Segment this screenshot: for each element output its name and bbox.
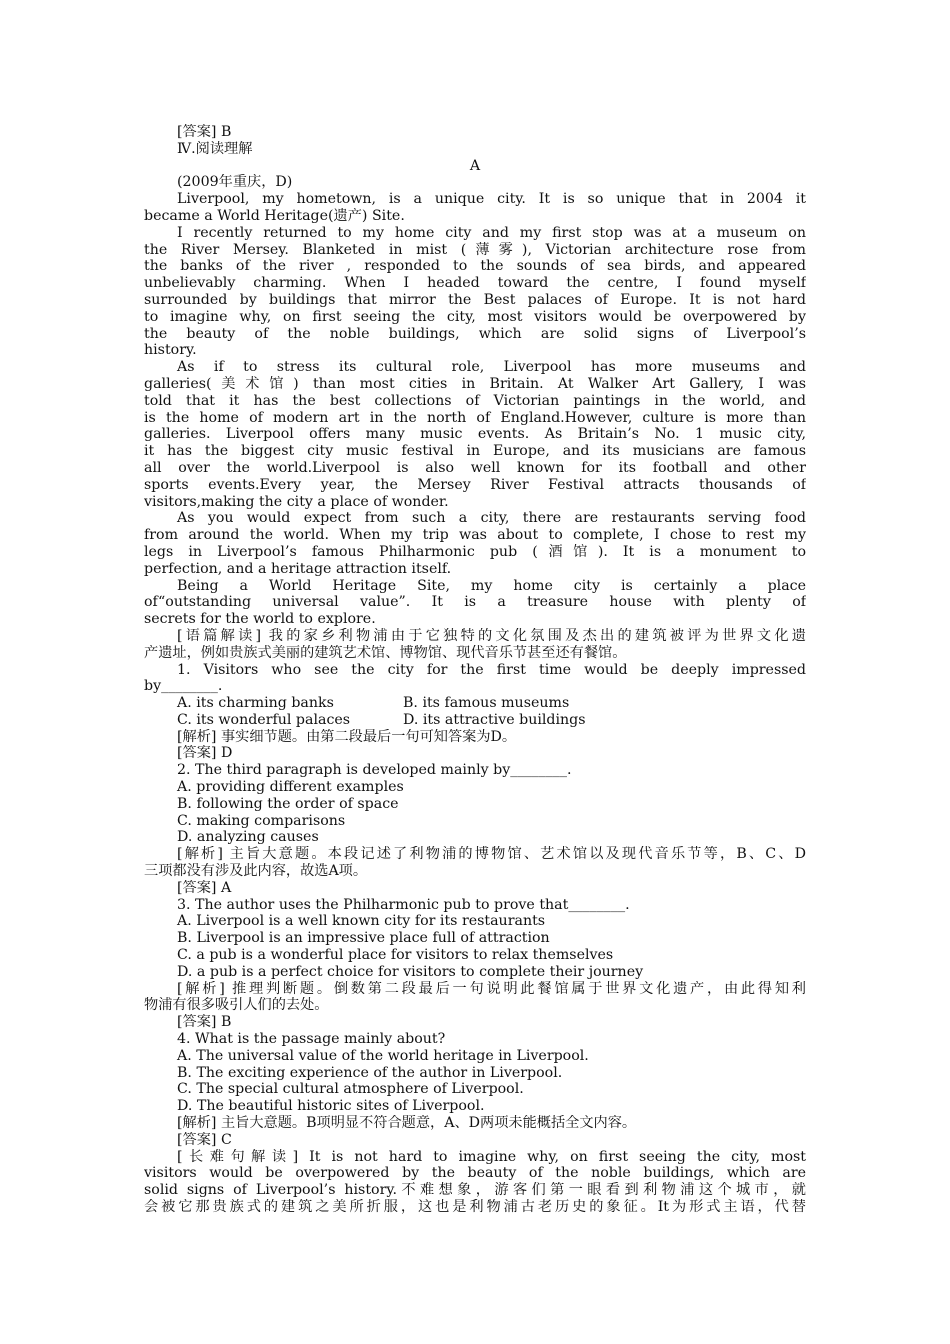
text-line: from around the world. When my trip was about to complete, I chose to rest my: [144, 527, 806, 544]
text-line: unbelievably charming. When I headed toward the centre, I found myself: [144, 275, 806, 292]
text-line: became a World Heritage(遗产) Site.: [144, 207, 405, 224]
text-line: 产遗址，例如贵族式美丽的建筑艺术馆、博物馆、现代音乐节甚至还有餐馆。: [144, 644, 627, 661]
text-line: C. a pub is a wonderful place for visitors to relax themselves: [177, 947, 614, 964]
text-line: galleries(美术馆) than most cities in Britain. At Walker Art Gallery, I was: [144, 375, 806, 392]
text-line: solid signs of Liverpool’s history.不难想象，游客们第一眼看到利物浦这个城市，就: [144, 1182, 806, 1199]
text-line: legs in Liverpool’s famous Philharmonic pub (酒馆). It is a monument to: [144, 543, 806, 560]
text-line: the beauty of the noble buildings, which are solid signs of Liverpool’s: [144, 325, 806, 342]
text-line: A. The universal value of the world heritage in Liverpool.: [177, 1047, 589, 1064]
text-line: C. The special cultural atmosphere of Liverpool.: [177, 1081, 524, 1098]
text-line: sports events.Every year, the Mersey River Festival attracts thousands of: [144, 476, 806, 493]
text-line: 1. Visitors who see the city for the first time would be deeply impressed: [177, 661, 806, 678]
text-line: told that it has the best collections of Victorian paintings in the world, and: [144, 392, 806, 409]
text-line: [答案] B: [177, 1014, 232, 1031]
text-line: 三项都没有涉及此内容，故选A项。: [144, 863, 368, 880]
text-line: [解析] 主旨大意题。本段记述了利物浦的博物馆、艺术馆以及现代音乐节等，B、C、D: [177, 846, 806, 863]
text-line: [解析] 主旨大意题。B项明显不符合题意，A、D两项未能概括全文内容。: [177, 1115, 637, 1132]
text-line: B. The exciting experience of the author in Liverpool.: [177, 1064, 563, 1081]
text-line: all over the world.Liverpool is also well known for its football and other: [144, 459, 806, 476]
text-line: the River Mersey. Blanketed in mist (薄雾), Victorian architecture rose from: [144, 241, 806, 258]
text-line: the banks of the river , responded to the sounds of sea birds, and appeared: [144, 258, 806, 275]
text-line: history.: [144, 342, 197, 359]
text-line: is the home of modern art in the north of England.However, culture is more than: [144, 409, 806, 426]
answer-option: D. its attractive buildings: [403, 711, 586, 728]
text-line: 会被它那贵族式的建筑之美所折服，这也是利物浦古老历史的象征。It为形式主语，代替: [144, 1199, 806, 1215]
text-line: 4. What is the passage mainly about?: [177, 1031, 446, 1048]
text-line: galleries. Liverpool offers many music events. As Britain’s No. 1 music city,: [144, 426, 806, 443]
text-line: Liverpool, my hometown, is a unique city. It is so unique that in 2004 it: [177, 191, 806, 208]
text-line: [长难句解读] It is not hard to imagine why, on first seeing the city, most: [177, 1148, 806, 1165]
text-line: Being a World Heritage Site, my home city is certainly a place: [177, 577, 806, 594]
text-line: D. a pub is a perfect choice for visitors to complete their journey: [177, 963, 644, 980]
answer-option: A. its charming banks: [177, 695, 334, 712]
text-line: (2009年重庆，D): [177, 174, 293, 191]
text-line: perfection, and a heritage attraction itself.: [144, 560, 452, 577]
text-line: by________.: [144, 678, 223, 695]
text-line: A. providing different examples: [177, 779, 404, 796]
text-line: [答案] A: [177, 879, 232, 896]
document-page: [144, 124, 806, 1216]
text-line: of“outstanding universal value”. It is a treasure house with plenty of: [144, 594, 806, 611]
text-line: [解析] 推理判断题。倒数第二段最后一句说明此餐馆属于世界文化遗产，由此得知利: [177, 980, 806, 997]
option-row: [144, 695, 806, 712]
text-line: B. following the order of space: [177, 795, 399, 812]
text-line: Ⅳ.阅读理解: [177, 140, 253, 157]
text-line: surrounded by buildings that mirror the Best palaces of Europe. It is not hard: [144, 291, 806, 308]
text-line: secrets for the world to explore.: [144, 611, 376, 628]
text-line: A. Liverpool is a well known city for its restaurants: [177, 913, 546, 930]
text-line: I recently returned to my home city and my first stop was at a museum on: [177, 224, 806, 241]
text-line: visitors,making the city a place of wonder.: [144, 493, 449, 510]
text-line: it has the biggest city music festival in Europe, and its musicians are famous: [144, 443, 806, 460]
text-line: 物浦有很多吸引人们的去处。: [144, 997, 329, 1014]
text-line: 2. The third paragraph is developed mainly by________.: [177, 762, 572, 779]
text-line: As if to stress its cultural role, Liverpool has more museums and: [177, 359, 806, 376]
text-line: visitors would be overpowered by the beauty of the noble buildings, which are: [144, 1165, 806, 1182]
option-row: [144, 712, 806, 729]
text-line: to imagine why, on first seeing the city, most visitors would be overpowered by: [144, 308, 806, 325]
text-line: [答案] B: [177, 124, 232, 140]
text-line: As you would expect from such a city, there are restaurants serving food: [177, 510, 806, 527]
text-line: D. analyzing causes: [177, 829, 319, 846]
text-line: C. making comparisons: [177, 812, 346, 829]
text-line: A: [469, 157, 481, 174]
text-line: [答案] D: [177, 745, 233, 762]
text-line: D. The beautiful historic sites of Liverpool.: [177, 1098, 485, 1115]
answer-option: C. its wonderful palaces: [177, 711, 351, 728]
answer-option: B. its famous museums: [403, 695, 570, 712]
text-line: 3. The author uses the Philharmonic pub to prove that________.: [177, 896, 630, 913]
text-line: B. Liverpool is an impressive place full of attraction: [177, 930, 550, 947]
text-line: [解析] 事实细节题。由第二段最后一句可知答案为D。: [177, 728, 517, 745]
text-line: [语篇解读] 我的家乡利物浦由于它独特的文化氛围及杰出的建筑被评为世界文化遗: [177, 627, 806, 644]
text-line: [答案] C: [177, 1131, 232, 1148]
